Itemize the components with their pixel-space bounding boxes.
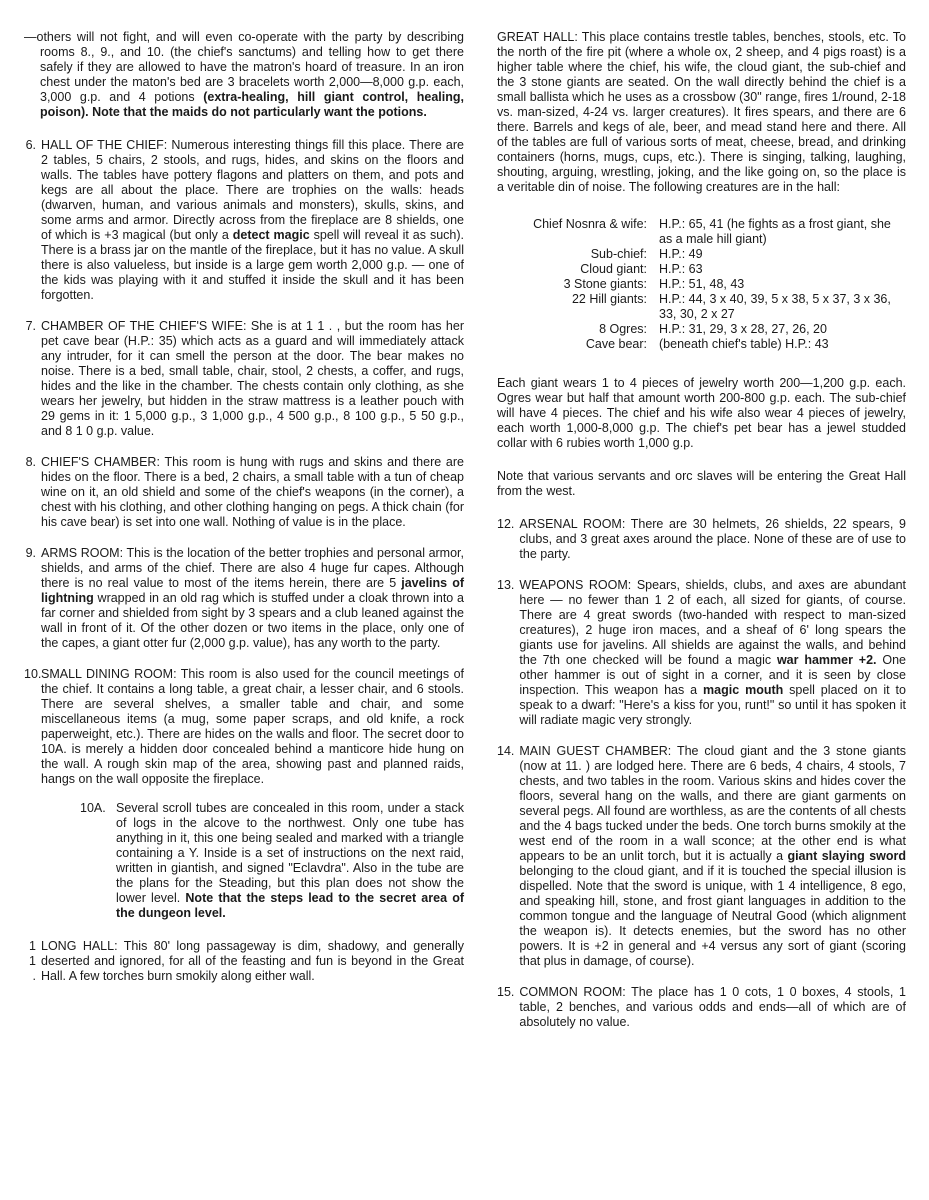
room-description: COMMON ROOM: The place has 1 0 cots, 1 0 boxes, 4 stools, 1 table, 2 benches, and various odds and ends—all of which are of absolutely no value. bbox=[519, 985, 906, 1029]
stat-row bbox=[515, 292, 906, 322]
room-number: 1 1 . bbox=[29, 939, 36, 983]
room-number: 8. bbox=[25, 455, 36, 469]
servants-paragraph: Note that various servants and orc slaves will be entering the Great Hall from the west. bbox=[497, 469, 906, 498]
room-description: LONG HALL: This 80' long passageway is dim, shadowy, and generally deserted and ignored, for all of the feasting and fun is beyond in the Great Hall. A few torches burn smokily along either wall. bbox=[41, 939, 464, 983]
room-text: wrapped in an old rag which is stuffed under a cloak thrown into a far corner and shielded from sight by 3 spears and a club leaned against the wall in front of it. Of the other dozen or two items in the place, only one of the capes, a giant otter fur (2,000 g.p. value), has any worth to the party. bbox=[41, 591, 464, 650]
room-number: 7. bbox=[25, 319, 36, 333]
room-text: WEAPONS ROOM: Spears, shields, clubs, and axes are abundant here — no fewer than 1 2 of each, all sized for giants, of course. There are 4 great swords (two-handed with respect to man-sized creatures), 2 huge iron maces, and a sheaf of 6' long spears the giants use for javelins. All shields are against the walls, and behind the 7th one checked will be found a magic bbox=[519, 578, 906, 667]
room-15-entry bbox=[497, 985, 906, 1030]
stat-row bbox=[515, 322, 906, 337]
room-description bbox=[519, 578, 906, 728]
stat-label: Cave bear: bbox=[585, 337, 647, 351]
stat-value: H.P.: 51, 48, 43 bbox=[659, 277, 745, 291]
room-14-entry bbox=[497, 744, 906, 969]
stat-value: H.P.: 49 bbox=[659, 247, 703, 261]
room-number: 10. bbox=[24, 667, 42, 681]
stat-row bbox=[515, 262, 906, 277]
room-10a-entry bbox=[80, 801, 464, 921]
room-description bbox=[41, 546, 464, 651]
room-bold-text: giant slaying sword bbox=[787, 849, 907, 863]
room-bold-text: Note that the steps lead to the secret area of the dungeon level. bbox=[116, 891, 464, 920]
room-text: MAIN GUEST CHAMBER: The cloud giant and the 3 stone giants (now at 11. ) are lodged here. There are 6 beds, 4 chairs, 4 stools, 7 chests, and two tables in the room. Various skins and hides cover the floors, several hang on the walls, and there are giant garments on several pegs. All found are worthless, as are the contents of all chests and the 4 bags tucked under the beds. One torch burns smokily at the west end of the room in a wall sconce; at the other end is what appears to be an unlit torch, but it is actually a bbox=[519, 744, 906, 863]
room-description bbox=[116, 801, 464, 921]
stat-value: H.P.: 65, 41 (he fights as a frost giant, she as a male hill giant) bbox=[659, 217, 891, 246]
stat-value: H.P.: 63 bbox=[659, 262, 703, 276]
room-7-entry bbox=[24, 319, 464, 439]
stat-row bbox=[515, 217, 906, 247]
jewelry-paragraph: Each giant wears 1 to 4 pieces of jewelry worth 200—1,200 g.p. each. Ogres wear but half that amount worth 200-800 g.p. each. The sub-chief will have 4 pieces. The chief and his wife also wear 4 pieces of jewelry, each worth 1,000-8,000 g.p. The chief's pet bear has a jewel studded collar with 6 rubies worth 1,000 g.p. bbox=[497, 376, 906, 450]
room-number: 6. bbox=[25, 138, 36, 152]
creature-stat-table bbox=[515, 217, 906, 352]
room-number: 12. bbox=[497, 517, 515, 531]
room-text: spell placed on it to speak to a dwarf: "Here's a kiss for you, runt!" so until it has spoken it will radiate magic very strongly. bbox=[519, 683, 906, 727]
room-description bbox=[41, 138, 464, 303]
stat-value: H.P.: 31, 29, 3 x 28, 27, 26, 20 bbox=[659, 322, 827, 336]
room-number: 15. bbox=[497, 985, 515, 999]
room-number: 10A. bbox=[80, 801, 106, 815]
stat-label: 3 Stone giants: bbox=[563, 277, 647, 291]
room-bold-text: war hammer +2. bbox=[776, 653, 877, 667]
room-6-entry bbox=[24, 138, 464, 303]
room-11-entry bbox=[24, 939, 464, 984]
room-number: 14. bbox=[497, 744, 515, 758]
stat-label: Chief Nosnra & wife: bbox=[533, 217, 647, 231]
room-8-entry bbox=[24, 455, 464, 530]
stat-label: 22 Hill giants: bbox=[571, 292, 647, 306]
room-bold-text: magic mouth bbox=[703, 683, 784, 697]
room-text: HALL OF THE CHIEF: Numerous interesting things fill this place. There are 2 tables, 5 chairs, 2 stools, and rugs, hides, and skins on the floors and walls. The tables have pottery flagons and platters on them, and pots and kegs are all about the place. There are trophies on the walls: heads (dwarven, human, and various animals and monsters), skulls, skins, and some arms and armor. Directly across from the fireplace are 8 shields, one of which is +3 magical (but only a bbox=[41, 138, 464, 242]
stat-label: 8 Ogres: bbox=[599, 322, 647, 336]
intro-text: —others will not fight, and will even co-operate with the party by describing rooms 8., 9., and 10. (the chief's sanctums) and telling how to get there safely if they are allowed to have the matron's hoard of treasure. In an iron chest under the maton's bed are 3 bracelets worth 2,000—8,000 g.p. each, 3,000 g.p. and 4 potions bbox=[24, 30, 464, 104]
intro-paragraph bbox=[24, 30, 464, 120]
room-13-entry bbox=[497, 578, 906, 728]
room-12-entry bbox=[497, 517, 906, 562]
room-text: belonging to the cloud giant, and if it is touched the special illusion is dispelled. Note that the sword is unique, with 1 4 intelligence, 8 ego, and speaking hill, stone, and frost giant languages in addition to the common tongue and the language of Neutral Good (which alignment the weapon is). It detects enemies, but the sword has no other powers. It is +2 in general and +4 versus any sort of giant (scoring that plus in damage, of course). bbox=[519, 864, 906, 968]
stat-label: Cloud giant: bbox=[580, 262, 647, 276]
room-text: Several scroll tubes are concealed in this room, under a stack of logs in the alcove to the northwest. Only one tube has anything in it, this one being sealed and marked with a triangle containing a Y. Inside is a set of instructions on the next raid, written in giantish, and signed "Eclavdra". Also in the tube are the plans for the Steading, but this plan does not show the lower level. bbox=[116, 801, 464, 905]
stat-row bbox=[515, 247, 906, 262]
room-text: ARMS ROOM: This is the location of the better trophies and personal armor, shields, and arms of the chief. There are also 4 huge fur capes. Although there is no real value to most of the items herein, there are 5 bbox=[41, 546, 464, 590]
room-number: 13. bbox=[497, 578, 515, 592]
room-10-entry bbox=[24, 667, 464, 787]
stat-value: (beneath chief's table) H.P.: 43 bbox=[659, 337, 829, 351]
room-description: SMALL DINING ROOM: This room is also used for the council meetings of the chief. It contains a long table, a great chair, a lesser chair, and 6 stools. There are several shelves, a smaller table and chair, and some miscellaneous items (a mug, some paper scraps, and old knife, a rock paperweight, etc.). There are hides on the walls and floor. The secret door to 10A. is merely a hidden door concealed behind a manticore hide hung on the wall. A rough skin map of the area, showing past and planned raids, hangs on the wall opposite the fireplace. bbox=[41, 667, 464, 786]
stat-label: Sub-chief: bbox=[590, 247, 647, 261]
room-number: 9. bbox=[25, 546, 36, 560]
room-description bbox=[519, 744, 906, 969]
room-bold-text: detect magic bbox=[232, 228, 310, 242]
room-bold-text: javelins of lightning bbox=[41, 576, 464, 605]
stat-row bbox=[515, 277, 906, 292]
room-description: CHAMBER OF THE CHIEF'S WIFE: She is at 1 1 . , but the room has her pet cave bear (H.P.: 35) which acts as a guard and will immediately attack any intruder, for it can smell the person at the door. The bear makes no noise. There is a bed, small table, chair, stool, 2 chests, a coffer, and rugs, hides and the like in the chamber. The chests contain only clothing, as she wears her jewelry, but hidden in the straw mattress is a leather pouch with 29 gems in it: 1 5,000 g.p., 3 1,000 g.p., 4 500 g.p., 8 100 g.p., 5 50 g.p., and 8 1 0 g.p. value. bbox=[41, 319, 464, 438]
great-hall-paragraph: GREAT HALL: This place contains trestle tables, benches, stools, etc. To the north of the fire pit (where a whole ox, 2 sheep, and 4 pigs roast) is a higher table where the chief, his wife, the cloud giant, the sub-chief and the 3 stone giants are seated. On the wall directly behind the chief is a small ballista which he uses as a crossbow (30" range, fires 1/round, 2-18 vs. man-sized, 4-24 vs. larger creatures). It fires spears, and there are 6 there. Barrels and kegs of ale, beer, and mead stand here and there. All of the tables are full of various sorts of meat, cheese, bread, and drinking containers (horns, mugs, cups, etc.). There is singing, talking, laughing, shouting, arguing, wrestling, joking, and the like going on, so the place is a veritable din of noise. The following creatures are in the hall: bbox=[497, 30, 906, 194]
right-column bbox=[497, 30, 906, 1046]
room-9-entry bbox=[24, 546, 464, 651]
stat-value: H.P.: 44, 3 x 40, 39, 5 x 38, 5 x 37, 3 x 36, 33, 30, 2 x 27 bbox=[659, 292, 891, 321]
left-column bbox=[24, 30, 464, 1000]
room-description: ARSENAL ROOM: There are 30 helmets, 26 shields, 22 spears, 9 clubs, and 3 great axes around the place. None of these are of use to the party. bbox=[519, 517, 906, 561]
room-description: CHIEF'S CHAMBER: This room is hung with rugs and skins and there are hides on the floor. There is a bed, 2 chairs, a small table with a tun of cheap wine on it, an old shield and some of the chief's weapons (in the corner), a chest with his clothing, and other clothing hanging on pegs. A thick chain (for his cave bear) is set into one wall. Nothing of value is in the place. bbox=[41, 455, 464, 529]
room-text: spell will reveal it as such). There is a brass jar on the mantle of the fireplace, but it has no value. A skull there is also valueless, but inside is a large gem worth 2,000 g.p. — one of the kids was playing with it and stuffed it inside the skull and it has been forgotten. bbox=[41, 228, 464, 302]
intro-bold-text: (extra-healing, hill giant control, healing, poison). Note that the maids do not particularly want the potions. bbox=[40, 90, 464, 119]
room-text: One other hammer is out of sight in a corner, and it is seen by close inspection. This weapon has a bbox=[519, 653, 906, 697]
stat-row bbox=[515, 337, 906, 352]
